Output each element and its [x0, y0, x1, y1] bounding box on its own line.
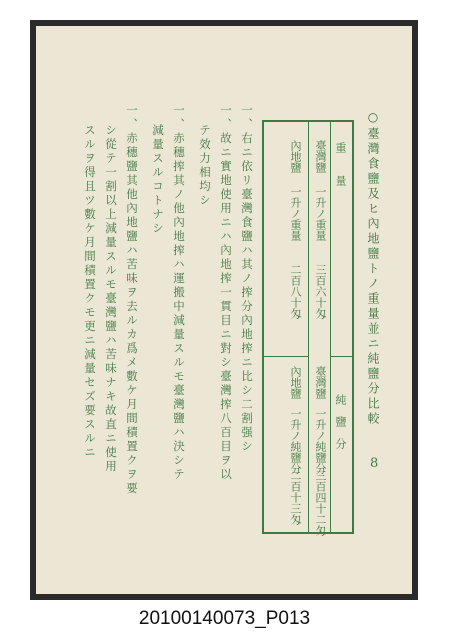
body-line-2: 一、故ニ實地使用ニハ內地搾一貫目ニ對シ臺灣搾八百目ヲ以 — [219, 104, 233, 482]
body-line-7: シ從テ一割以上減量スルモ臺灣鹽ハ苦味ナキ故直ニ使用 — [104, 124, 118, 474]
body-line-1: 一、右ニ依リ臺灣食鹽ハ其ノ搾分內地搾ニ比シ二割强シ — [240, 104, 254, 454]
pure-unit-taiwan: 一升ノ純鹽分 — [314, 408, 327, 474]
weight-value-taiwan: 三百六十匁 — [314, 264, 327, 319]
body-line-5: 減量スルコトナシ — [151, 124, 165, 236]
pure-row-label-taiwan: 臺灣鹽 — [314, 366, 327, 399]
weight-unit-naichi: 一升ノ重量 — [289, 186, 302, 241]
document-title: ○臺灣食鹽及ヒ內地鹽トノ重量並ニ純鹽分比較 — [366, 110, 380, 427]
body-line-8: スルヲ得且ツ數ケ月間積置クモ更ニ減量セズ要スルニ — [83, 124, 97, 460]
pure-unit-naichi: 一升ノ純鹽分 — [289, 408, 302, 474]
row-label-taiwan: 臺灣鹽 — [314, 140, 327, 173]
body-line-6: 一、赤穗鹽其他內地鹽ハ苦味ヲ去ルカ爲メ數ケ月間積置クヲ要 — [125, 104, 139, 496]
row-label-naichi: 內地鹽 — [289, 140, 302, 173]
header-pure-salt: 純 鹽 分 — [334, 394, 347, 449]
page-number: 8 — [370, 456, 379, 471]
weight-unit-taiwan: 一升ノ重量 — [314, 186, 327, 241]
weight-value-naichi: 二百八十匁 — [289, 264, 302, 319]
pure-row-label-naichi: 內地鹽 — [289, 366, 302, 399]
pure-value-taiwan: 三百四十二匁 — [314, 470, 327, 536]
image-caption: 20100140073_P013 — [138, 608, 311, 629]
pure-value-naichi: 二百十三匁 — [289, 470, 302, 525]
body-line-4: 一、赤穗搾其ノ他內地搾ハ運搬中減量スルモ臺灣鹽ハ決シテ — [172, 104, 186, 482]
body-line-3: テ效力相均シ — [198, 124, 212, 208]
comparison-table — [262, 120, 354, 534]
header-weight: 重 量 — [334, 142, 347, 186]
